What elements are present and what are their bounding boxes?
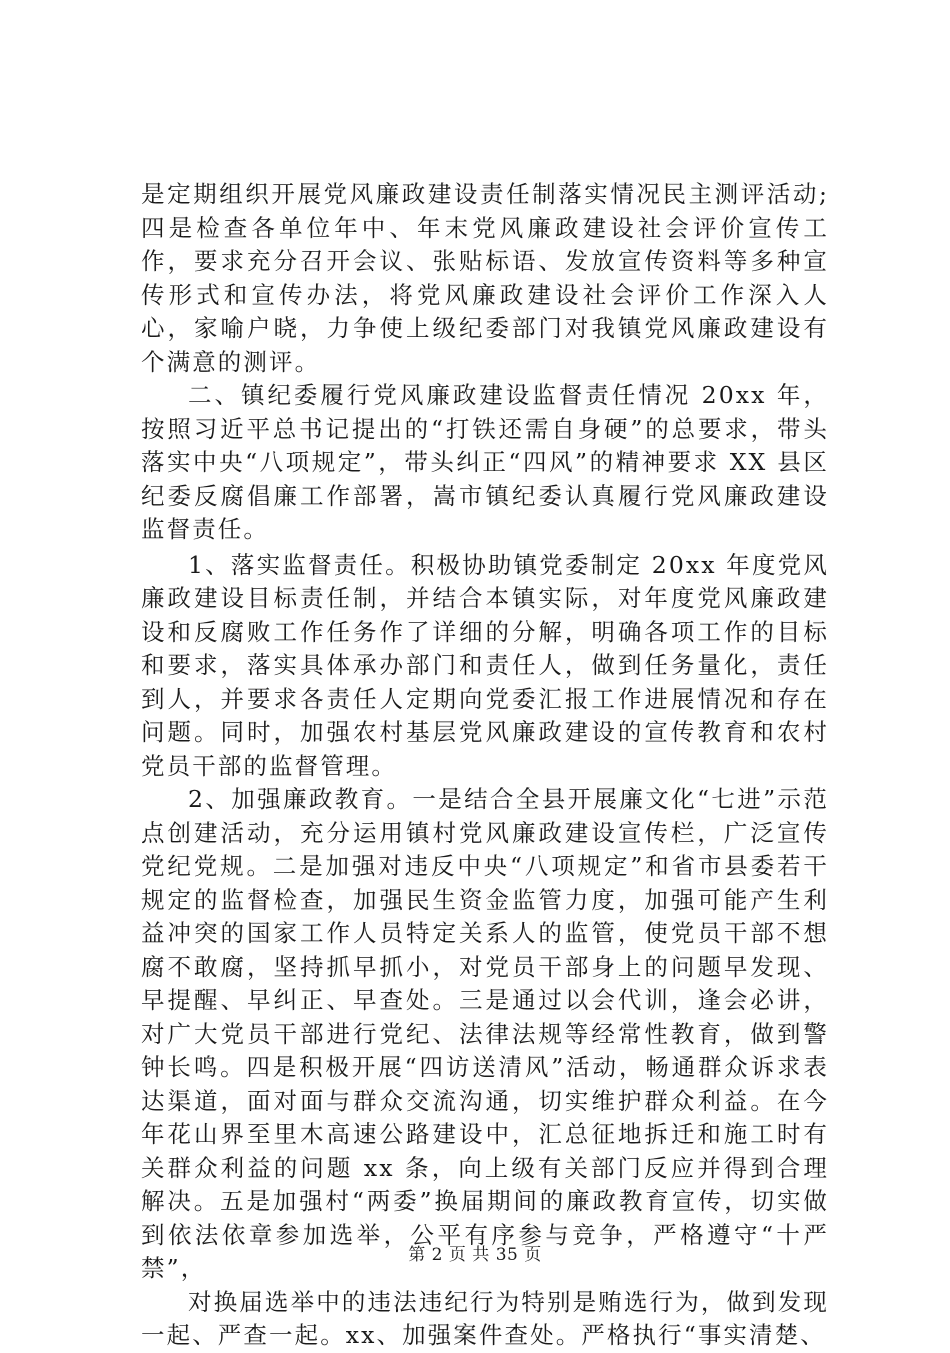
paragraph-integrity-education: 2、加强廉政教育。一是结合全县开展廉文化“七进”示范点创建活动，充分运用镇村党风廉政建设宣传栏，广泛宣传党纪党规。二是加强对违反中央“八项规定”和省市县委若干规定的监督检查，加强民生资金监管力度，加强可能产生利益冲突的国家工作人员特定关系人的监管，使党员干部不想腐不敢腐，坚持抓早抓小，对党员干部身上的问题早发现、早提醒、早纠正、早查处。三是通过以会代训，逢会必讲，对广大党员干部进行党纪、法律法规等经常性教育，做到警钟长鸣。四是积极开展“四访送清风”活动，畅通群众诉求表达渠道，面对面与群众交流沟通，切实维护群众利益。在今年花山界至里木高速公路建设中，汇总征地拆迁和施工时有关群众利益的问题 xx 条，向上级有关部门反应并得到合理解决。五是加强村“两委”换届期间的廉政教育宣传，切实做到依法依章参加选举，公平有序参与竞争，严格遵守“十严禁”， [141, 785, 829, 1282]
paragraph-section-two: 二、镇纪委履行党风廉政建设监督责任情况 20xx 年，按照习近平总书记提出的“打铁还需自身硬”的总要求，带头落实中央“八项规定”，带头纠正“四风”的精神要求 XX 县区纪委反腐倡廉工作部署，嵩市镇纪委认真履行党风廉政建设监督责任。 [141, 381, 829, 543]
paragraph-election-violations: 对换届选举中的违法违纪行为特别是贿选行为，做到发现一起、严查一起。xx、加强案件查处。严格执行“事实清楚、 [141, 1287, 829, 1349]
paragraph-supervision-duty: 1、落实监督责任。积极协助镇党委制定 20xx 年度党风廉政建设目标责任制，并结合本镇实际，对年度党风廉政建设和反腐败工作任务作了详细的分解，明确各项工作的目标和要求，落实具体承办部门和责任人，做到任务量化，责任到人，并要求各责任人定期向党委汇报工作进展情况和存在问题。同时，加强农村基层党风廉政建设的宣传教育和农村党员干部的监督管理。 [141, 550, 829, 780]
paragraph-continuation: 是定期组织开展党风廉政建设责任制落实情况民主测评活动;四是检查各单位年中、年末党风廉政建设社会评价宣传工作，要求充分召开会议、张贴标语、发放宣传资料等多种宣传形式和宣传办法，将党风廉政建设社会评价工作深入人心，家喻户晓，力争使上级纪委部门对我镇党风廉政建设有个满意的测评。 [141, 180, 829, 376]
document-body [141, 178, 829, 1353]
page-number-footer: 第 2 页 共 35 页 [408, 1245, 542, 1265]
